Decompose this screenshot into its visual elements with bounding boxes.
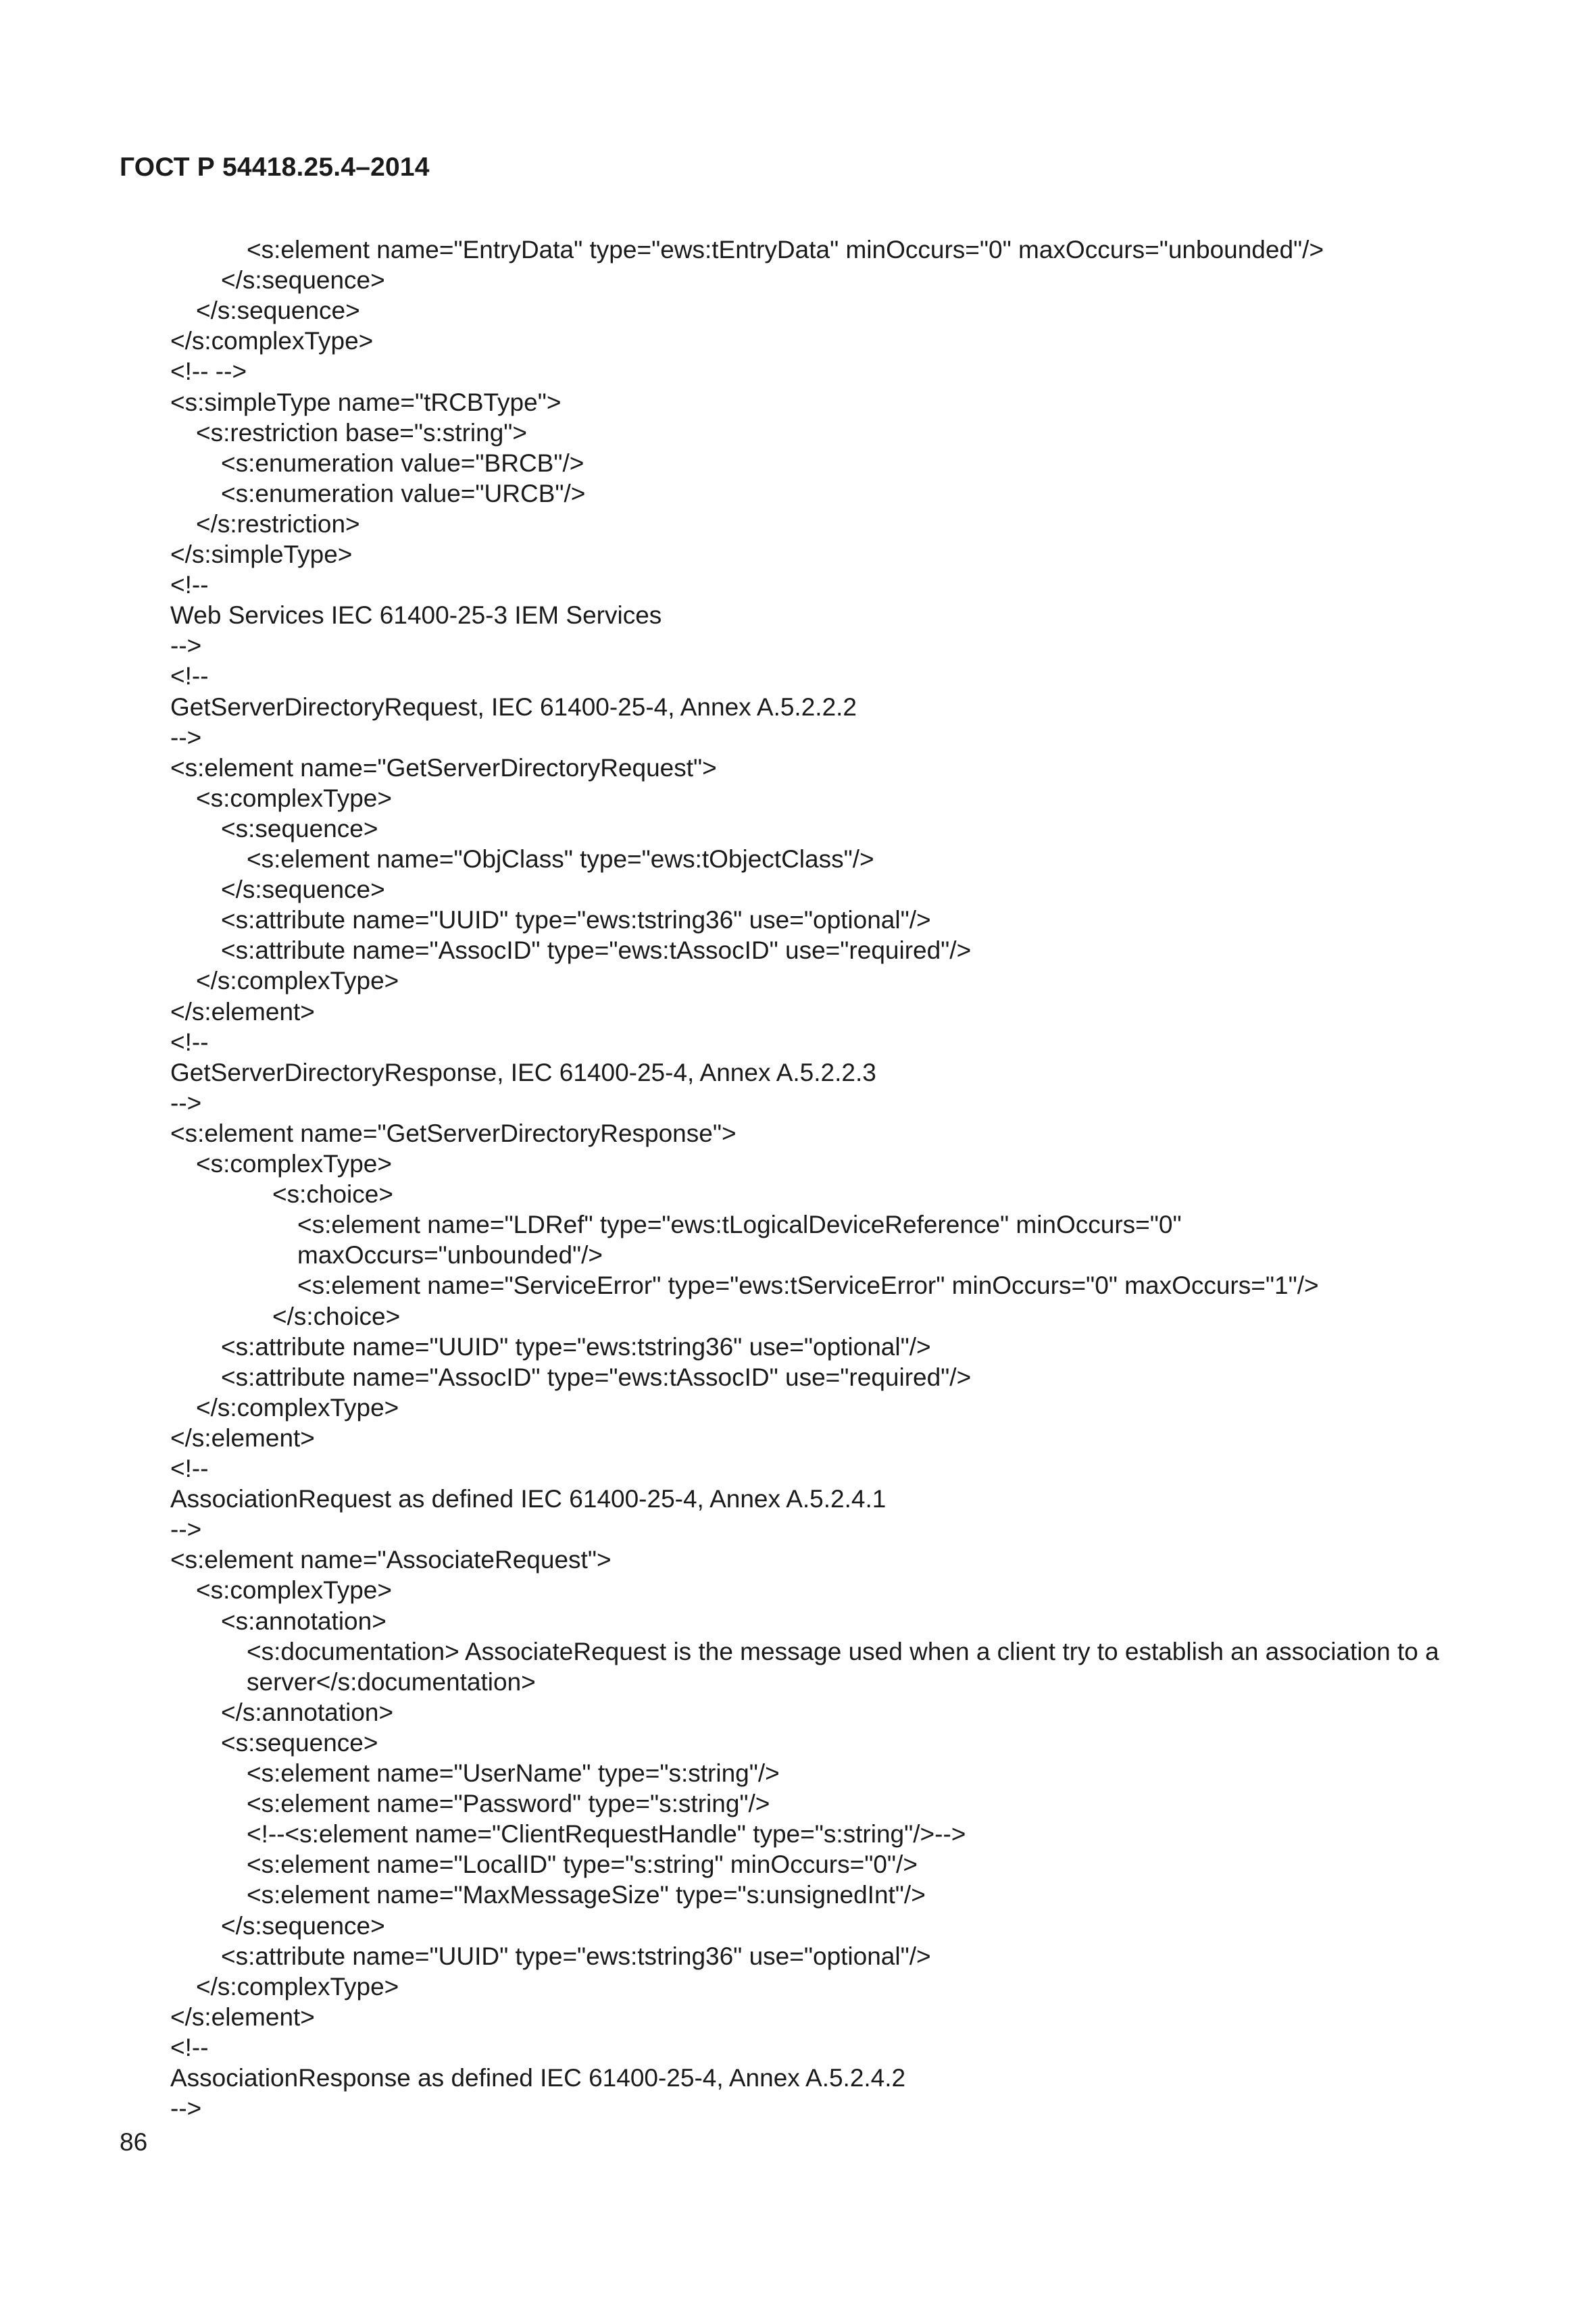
code-line: <s:attribute name="UUID" type="ews:tstring36" use="optional"/> (221, 1942, 931, 1970)
code-line: <!-- (170, 2034, 209, 2061)
code-line: --> (170, 1515, 202, 1543)
code-line: --> (170, 1089, 202, 1117)
code-line: <!-- (170, 571, 209, 599)
code-line: <s:enumeration value="BRCB"/> (221, 449, 584, 477)
code-line: </s:sequence> (221, 1912, 385, 1940)
code-line: </s:element> (170, 1424, 315, 1452)
code-line: </s:complexType> (196, 967, 399, 995)
code-line: <s:element name="GetServerDirectoryRequest"> (170, 754, 717, 782)
code-line: <s:complexType> (196, 1576, 392, 1604)
code-line: Web Services IEC 61400-25-3 IEM Services (170, 601, 662, 629)
code-line: </s:sequence> (196, 297, 360, 324)
code-line: </s:sequence> (221, 876, 385, 903)
code-line: <s:element name="EntryData" type="ews:tEntryData" minOccurs="0" maxOccurs="unbounded"/> (247, 236, 1324, 263)
code-line: <s:element name="MaxMessageSize" type="s:unsignedInt"/> (247, 1881, 926, 1909)
code-line: <s:enumeration value="URCB"/> (221, 480, 586, 507)
code-line: <!-- --> (170, 357, 247, 385)
code-line: GetServerDirectoryResponse, IEC 61400-25-4, Annex A.5.2.2.3 (170, 1059, 876, 1086)
code-line: <s:sequence> (221, 1729, 378, 1757)
code-line: <s:element name="AssociateRequest"> (170, 1546, 612, 1574)
code-line: <s:restriction base="s:string"> (196, 419, 528, 447)
code-line: <s:element name="Password" type="s:string"/> (247, 1790, 770, 1817)
code-line: <!-- (170, 1028, 209, 1056)
code-line: <s:attribute name="AssocID" type="ews:tAssocID" use="required"/> (221, 936, 972, 964)
code-line: </s:complexType> (170, 327, 374, 355)
code-line: <s:element name="LDRef" type="ews:tLogicalDeviceReference" minOccurs="0" (297, 1211, 1182, 1238)
code-line: <s:simpleType name="tRCBType"> (170, 388, 562, 416)
code-line: </s:simpleType> (170, 540, 353, 568)
code-line: </s:element> (170, 2003, 315, 2031)
code-line: <!-- (170, 1455, 209, 1482)
page-header-title: ГОСТ Р 54418.25.4–2014 (120, 153, 430, 182)
code-line: </s:sequence> (221, 266, 385, 294)
code-line: <!--<s:element name="ClientRequestHandle" type="s:string"/>--> (247, 1820, 966, 1848)
code-line: <s:element name="GetServerDirectoryResponse"> (170, 1120, 737, 1147)
code-line: <s:complexType> (196, 1150, 392, 1178)
code-line: </s:choice> (272, 1303, 401, 1330)
code-line: GetServerDirectoryRequest, IEC 61400-25-4, Annex A.5.2.2.2 (170, 693, 857, 721)
code-line: <s:element name="LocalID" type="s:string" minOccurs="0"/> (247, 1851, 918, 1878)
code-line: <!-- (170, 662, 209, 690)
code-line: --> (170, 632, 202, 659)
code-line: </s:element> (170, 998, 315, 1026)
code-line: --> (170, 2094, 202, 2122)
code-line: <s:sequence> (221, 815, 378, 842)
code-line: <s:attribute name="AssocID" type="ews:tAssocID" use="required"/> (221, 1363, 972, 1391)
code-line: --> (170, 724, 202, 751)
code-line: <s:attribute name="UUID" type="ews:tstring36" use="optional"/> (221, 906, 931, 934)
code-line: <s:annotation> (221, 1607, 386, 1635)
code-line: </s:restriction> (196, 510, 360, 538)
code-line: <s:complexType> (196, 784, 392, 812)
code-line: </s:complexType> (196, 1394, 399, 1422)
code-line: <s:choice> (272, 1180, 393, 1208)
code-line: AssociationRequest as defined IEC 61400-25-4, Annex A.5.2.4.1 (170, 1485, 887, 1513)
code-line: </s:annotation> (221, 1699, 394, 1726)
code-line: <s:element name="ServiceError" type="ews:tServiceError" minOccurs="0" maxOccurs="1"/> (297, 1272, 1319, 1299)
code-line: <s:element name="UserName" type="s:string"/> (247, 1759, 780, 1787)
code-line: <s:element name="ObjClass" type="ews:tObjectClass"/> (247, 845, 874, 873)
page-number: 86 (120, 2128, 148, 2156)
code-line: AssociationResponse as defined IEC 61400-25-4, Annex A.5.2.4.2 (170, 2064, 906, 2092)
code-line: </s:complexType> (196, 1973, 399, 2001)
code-line: <s:documentation> AssociateRequest is the message used when a client try to establish an association to a (247, 1638, 1439, 1665)
code-line: maxOccurs="unbounded"/> (297, 1241, 603, 1269)
code-line: server</s:documentation> (247, 1668, 536, 1696)
code-line: <s:attribute name="UUID" type="ews:tstring36" use="optional"/> (221, 1333, 931, 1361)
